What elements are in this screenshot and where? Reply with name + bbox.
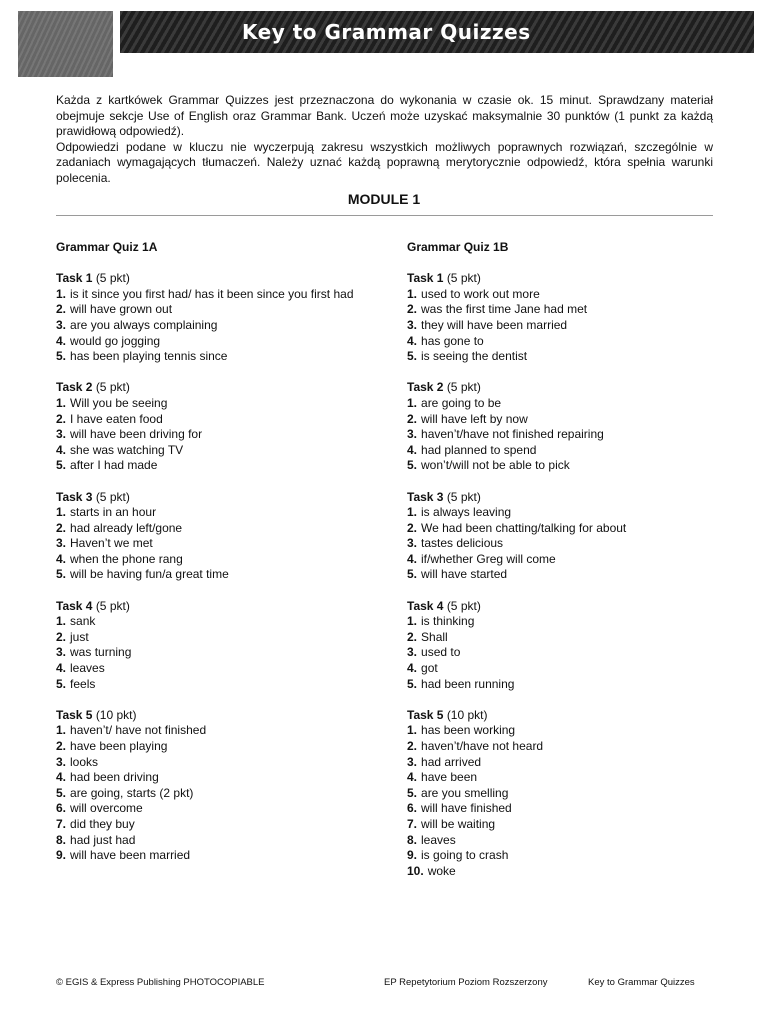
answer-number: 4.: [407, 770, 418, 785]
answer-row: [407, 661, 727, 677]
divider: [56, 215, 713, 216]
answer-text: got: [421, 661, 438, 676]
answer-row: [56, 334, 376, 350]
answer-number: 4.: [407, 551, 418, 566]
answer-number: 6.: [407, 801, 418, 816]
answer-number: 2.: [56, 629, 67, 644]
answer-row: [407, 412, 727, 428]
answer-number: 3.: [56, 427, 67, 442]
answer-number: 3.: [56, 645, 67, 660]
answer-row: [407, 630, 727, 646]
task-points: (5 pkt): [95, 489, 130, 504]
answer-number: 3.: [407, 317, 418, 332]
answer-number: 1.: [56, 723, 67, 738]
answer-row: [407, 318, 727, 334]
answer-number: 3.: [407, 427, 418, 442]
answer-row: [56, 521, 376, 537]
answer-row: [407, 864, 727, 880]
answer-number: 5.: [56, 676, 67, 691]
answer-number: 7.: [407, 816, 418, 831]
answer-number: 5.: [56, 458, 67, 473]
quiz-1a-column: [56, 240, 376, 879]
answer-row: [407, 287, 727, 303]
answer-number: 7.: [56, 816, 67, 831]
answer-text: was the first time Jane had met: [421, 302, 588, 317]
answer-number: 4.: [56, 442, 67, 457]
task-block: [56, 271, 376, 365]
task-heading: [56, 599, 376, 615]
answer-text: had arrived: [421, 754, 482, 769]
answer-row: [56, 349, 376, 365]
answer-row: [56, 552, 376, 568]
task-label: Task 1: [56, 271, 93, 286]
answer-number: 1.: [56, 395, 67, 410]
answer-number: 2.: [56, 302, 67, 317]
answer-number: 4.: [407, 661, 418, 676]
task-label: Task 5: [407, 707, 444, 722]
answer-row: [407, 786, 727, 802]
answer-text: has been playing tennis since: [70, 349, 228, 364]
answer-number: 5.: [407, 676, 418, 691]
task-block: [407, 708, 727, 880]
answer-text: was turning: [70, 645, 132, 660]
task-label: Task 3: [407, 489, 444, 504]
header-decoration-block: [18, 11, 113, 77]
answer-text: after I had made: [70, 458, 158, 473]
answer-row: [56, 739, 376, 755]
answer-number: 5.: [407, 458, 418, 473]
answer-text: are going, starts (2 pkt): [70, 785, 194, 800]
task-label: Task 4: [56, 598, 93, 613]
answer-text: feels: [70, 676, 96, 691]
answer-text: she was watching TV: [70, 442, 184, 457]
answer-row: [407, 427, 727, 443]
answer-text: sank: [70, 614, 96, 629]
task-label: Task 2: [407, 380, 444, 395]
answer-text: when the phone rang: [70, 551, 183, 566]
answer-row: [56, 427, 376, 443]
task-block: [56, 708, 376, 864]
answer-row: [407, 552, 727, 568]
answer-number: 8.: [56, 832, 67, 847]
page-title: Key to Grammar Quizzes: [242, 20, 531, 44]
task-heading: [56, 271, 376, 287]
answer-row: [56, 801, 376, 817]
task-label: Task 1: [407, 271, 444, 286]
answer-number: 4.: [56, 333, 67, 348]
task-points: (5 pkt): [95, 271, 130, 286]
answer-number: 2.: [407, 302, 418, 317]
answer-text: are going to be: [421, 395, 502, 410]
task-points: (10 pkt): [95, 707, 137, 722]
answer-number: 1.: [407, 395, 418, 410]
answer-number: 5.: [407, 349, 418, 364]
answer-number: 1.: [56, 505, 67, 520]
answer-text: Will you be seeing: [70, 395, 168, 410]
answer-number: 4.: [407, 442, 418, 457]
answer-row: [56, 396, 376, 412]
answer-row: [56, 630, 376, 646]
answer-row: [407, 396, 727, 412]
answer-text: is it since you first had/ has it been since you first had: [70, 286, 354, 301]
task-heading: [407, 599, 727, 615]
answer-row: [407, 614, 727, 630]
answer-text: will have finished: [421, 801, 512, 816]
task-heading: [407, 271, 727, 287]
task-points: (5 pkt): [95, 598, 130, 613]
intro-text: [56, 93, 713, 186]
answer-row: [407, 833, 727, 849]
task-heading: [56, 708, 376, 724]
answer-row: [407, 770, 727, 786]
answer-text: won’t/will not be able to pick: [421, 458, 570, 473]
task-heading: [407, 380, 727, 396]
answer-text: used to: [421, 645, 461, 660]
answer-text: had been driving: [70, 770, 159, 785]
answer-number: 1.: [56, 286, 67, 301]
task-label: Task 2: [56, 380, 93, 395]
answer-text: had been running: [421, 676, 515, 691]
answer-text: had just had: [70, 832, 136, 847]
answer-number: 4.: [56, 551, 67, 566]
answer-row: [407, 458, 727, 474]
answer-text: Haven’t we met: [70, 536, 153, 551]
answer-number: 2.: [56, 739, 67, 753]
answer-row: [56, 302, 376, 318]
answer-text: I have eaten food: [70, 411, 163, 426]
answer-number: 1.: [407, 614, 418, 629]
answer-text: did they buy: [70, 816, 135, 831]
answer-number: 5.: [407, 567, 418, 582]
answer-text: We had been chatting/talking for about: [421, 520, 627, 535]
answer-number: 3.: [407, 536, 418, 551]
answer-text: used to work out more: [421, 286, 540, 301]
answer-text: haven’t/ have not finished: [70, 723, 207, 738]
task-block: [56, 380, 376, 474]
answer-text: starts in an hour: [70, 505, 157, 520]
answer-text: tastes delicious: [421, 536, 504, 551]
answer-number: 1.: [56, 614, 67, 629]
answer-text: will have left by now: [421, 411, 528, 426]
answer-number: 1.: [407, 286, 418, 301]
task-points: (5 pkt): [95, 380, 130, 395]
answer-number: 2.: [407, 520, 418, 535]
answer-text: looks: [70, 754, 99, 769]
answer-text: leaves: [421, 832, 456, 847]
answer-row: [56, 833, 376, 849]
intro-paragraph-1: Każda z kartkówek Grammar Quizzes jest przeznaczona do wykonania w czasie ok. 15 minut. Sprawdzany materiał obejmuje sekcje Use of English oraz Grammar Bank. Uczeń może uzyskać maksymalnie 30 punktów (1 punkt za każdą prawidłową odpowiedź).: [56, 93, 713, 138]
task-heading: [407, 708, 727, 724]
task-block: [56, 599, 376, 693]
answer-number: 3.: [56, 317, 67, 332]
answer-row: [407, 739, 727, 755]
answer-text: is seeing the dentist: [421, 349, 528, 364]
answer-text: are you smelling: [421, 785, 509, 800]
task-points: (10 pkt): [446, 707, 488, 722]
task-block: [407, 490, 727, 584]
answer-text: they will have been married: [421, 317, 568, 332]
answer-row: [56, 614, 376, 630]
answer-number: 5.: [56, 567, 67, 582]
task-block: [56, 490, 376, 584]
answer-text: have been playing: [70, 739, 168, 753]
answer-text: is going to crash: [421, 848, 509, 863]
answer-number: 10.: [407, 863, 424, 878]
answer-row: [56, 661, 376, 677]
answer-row: [56, 536, 376, 552]
answer-text: has been working: [421, 723, 516, 738]
answer-number: 3.: [56, 754, 67, 769]
answer-number: 3.: [407, 754, 418, 769]
answer-text: will have grown out: [70, 302, 173, 317]
answer-number: 4.: [407, 333, 418, 348]
answer-row: [56, 755, 376, 771]
answer-text: leaves: [70, 661, 105, 676]
answer-row: [407, 567, 727, 583]
answer-number: 4.: [56, 770, 67, 785]
answer-number: 5.: [56, 785, 67, 800]
answer-text: had planned to spend: [421, 442, 537, 457]
answer-row: [407, 755, 727, 771]
answer-number: 1.: [407, 723, 418, 738]
task-label: Task 5: [56, 707, 93, 722]
answer-number: 4.: [56, 661, 67, 676]
answer-text: haven’t/have not finished repairing: [421, 427, 604, 442]
answer-number: 6.: [56, 801, 67, 816]
answer-text: will be having fun/a great time: [70, 567, 229, 582]
answer-text: has gone to: [421, 333, 484, 348]
answer-number: 1.: [407, 505, 418, 520]
answer-text: is always leaving: [421, 505, 512, 520]
answer-row: [56, 318, 376, 334]
answer-text: would go jogging: [70, 333, 161, 348]
task-block: [407, 599, 727, 693]
task-heading: [56, 380, 376, 396]
answer-row: [56, 443, 376, 459]
task-points: (5 pkt): [446, 380, 481, 395]
footer-copyright: © EGIS & Express Publishing PHOTOCOPIABLE: [56, 977, 265, 988]
intro-paragraph-2: Odpowiedzi podane w kluczu nie wyczerpują zakresu wszystkich możliwych poprawnych rozwiązań, szczególnie w zadaniach wymagających tłumaczeń. Należy uznać każdą poprawną merytorycznie odpowiedź, która spełnia warunki polecenia.: [56, 139, 713, 185]
answer-text: will overcome: [70, 801, 143, 816]
footer-section: Key to Grammar Quizzes: [588, 977, 695, 988]
answer-row: [407, 645, 727, 661]
quiz-title: Grammar Quiz 1B: [407, 240, 509, 254]
task-points: (5 pkt): [446, 598, 481, 613]
answer-text: had already left/gone: [70, 520, 183, 535]
answer-number: 9.: [56, 848, 67, 863]
module-title: MODULE 1: [347, 191, 421, 207]
answer-text: will have started: [421, 567, 508, 582]
answer-number: 3.: [56, 536, 67, 551]
answer-row: [407, 723, 727, 739]
answer-text: woke: [427, 863, 456, 878]
answer-row: [56, 677, 376, 693]
answer-row: [56, 567, 376, 583]
answer-row: [407, 677, 727, 693]
answer-number: 5.: [56, 349, 67, 364]
answer-text: have been: [421, 770, 478, 785]
answer-row: [407, 536, 727, 552]
quiz-task-list: [56, 271, 376, 864]
answer-number: 2.: [407, 629, 418, 644]
answer-row: [56, 287, 376, 303]
answer-row: [407, 817, 727, 833]
answer-row: [56, 848, 376, 864]
answer-row: [407, 801, 727, 817]
answer-number: 2.: [56, 411, 67, 426]
answer-number: 2.: [407, 739, 418, 753]
answer-text: just: [70, 629, 89, 644]
answer-row: [407, 521, 727, 537]
footer-publication: EP Repetytorium Poziom Rozszerzony: [384, 977, 548, 988]
answer-row: [407, 349, 727, 365]
answer-text: Shall: [421, 629, 448, 644]
answer-text: will be waiting: [421, 816, 496, 831]
answer-text: if/whether Greg will come: [421, 551, 556, 566]
answer-row: [407, 848, 727, 864]
task-block: [407, 380, 727, 474]
answer-row: [56, 458, 376, 474]
answer-number: 9.: [407, 848, 418, 863]
answer-row: [56, 505, 376, 521]
answer-text: haven’t/have not heard: [421, 739, 544, 753]
answer-row: [407, 334, 727, 350]
answer-number: 2.: [56, 520, 67, 535]
answer-row: [56, 412, 376, 428]
answer-row: [56, 645, 376, 661]
quiz-1b-column: [407, 240, 727, 895]
task-heading: [56, 490, 376, 506]
answer-row: [56, 786, 376, 802]
answer-number: 5.: [407, 785, 418, 800]
title-banner: [120, 11, 754, 53]
answer-text: will have been driving for: [70, 427, 203, 442]
task-block: [407, 271, 727, 365]
answer-text: is thinking: [421, 614, 475, 629]
answer-text: will have been married: [70, 848, 191, 863]
task-label: Task 4: [407, 598, 444, 613]
answer-row: [407, 443, 727, 459]
answer-row: [56, 723, 376, 739]
answer-row: [407, 505, 727, 521]
answer-number: 3.: [407, 645, 418, 660]
task-points: (5 pkt): [446, 271, 481, 286]
task-heading: [407, 490, 727, 506]
answer-row: [407, 302, 727, 318]
quiz-task-list: [407, 271, 727, 879]
answer-number: 8.: [407, 832, 418, 847]
answer-row: [56, 817, 376, 833]
task-points: (5 pkt): [446, 489, 481, 504]
answer-number: 2.: [407, 411, 418, 426]
task-label: Task 3: [56, 489, 93, 504]
answer-row: [56, 770, 376, 786]
quiz-title: Grammar Quiz 1A: [56, 240, 158, 254]
answer-text: are you always complaining: [70, 317, 218, 332]
